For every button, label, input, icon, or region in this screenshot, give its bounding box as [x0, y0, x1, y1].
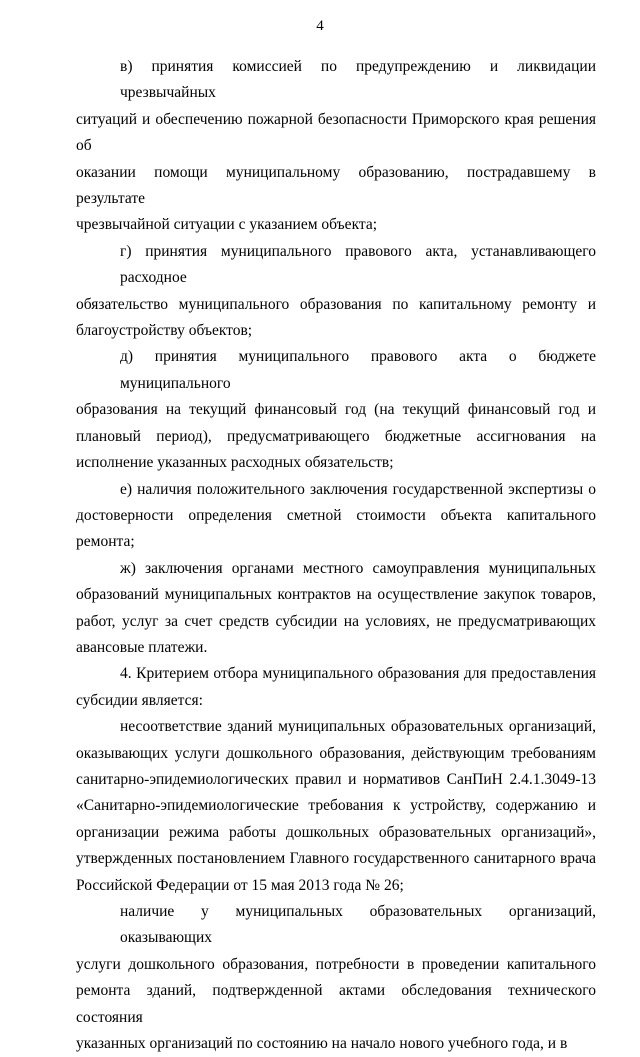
text-line: организации режима работы дошкольных образовательных организаций», [76, 823, 596, 841]
text-line: авансовые платежи. [76, 638, 208, 656]
paragraph-item-g [76, 239, 596, 345]
text-line: несоответствие зданий муниципальных образовательных организаций, [120, 718, 596, 736]
text-line: услуги дошкольного образования, потребности в проведении капитального [76, 955, 596, 973]
text-line: плановый период), предусматривающего бюджетные ассигнования на [76, 427, 596, 445]
text-line: в) принятия комиссией по предупреждению и ликвидации чрезвычайных [120, 58, 596, 102]
text-line: оказывающих услуги дошкольного образования, действующим требованиям [76, 744, 596, 762]
text-line: е) наличия положительного заключения государственной экспертизы о [120, 480, 596, 498]
paragraph-criterion-2 [76, 899, 596, 1057]
text-line: ж) заключения органами местного самоуправления муниципальных [120, 559, 596, 577]
paragraph-criterion-1 [76, 714, 596, 899]
text-line: исполнение указанных расходных обязательств; [76, 454, 394, 472]
document-body [76, 54, 596, 1057]
text-line: чрезвычайной ситуации с указанием объекта; [76, 216, 378, 234]
paragraph-section-4 [76, 661, 596, 714]
text-line: ситуаций и обеспечению пожарной безопасности Приморского края решения об [76, 110, 596, 155]
text-line: д) принятия муниципального правового акта о бюджете муниципального [120, 348, 596, 392]
text-line: образования на текущий финансовый год (на текущий финансовый год и [76, 401, 596, 419]
text-line: достоверности определения сметной стоимости объекта капитального ремонта; [76, 506, 596, 551]
text-line: санитарно-эпидемиологических правил и нормативов СанПиН 2.4.1.3049-13 [76, 770, 596, 788]
text-line: ремонта зданий, подтвержденной актами обследования технического состояния [76, 982, 596, 1026]
text-line: 4. Критерием отбора муниципального образования для предоставления [120, 665, 596, 683]
text-line: субсидии является: [76, 691, 203, 709]
text-line: оказании помощи муниципальному образованию, пострадавшему в результате [76, 163, 596, 208]
paragraph-item-d [76, 344, 596, 476]
text-line: «Санитарно-эпидемиологические требования к устройству, содержанию и [76, 797, 596, 815]
text-line: работ, услуг за счет средств субсидии на условиях, не предусматривающих [76, 612, 596, 630]
paragraph-item-v [76, 54, 596, 239]
paragraph-item-zh [76, 556, 596, 662]
text-line: утвержденных постановлением Главного государственного санитарного врача [76, 850, 596, 868]
text-line: Российской Федерации от 15 мая 2013 года № 26; [76, 876, 404, 894]
text-line: наличие у муниципальных образовательных организаций, оказывающих [120, 903, 596, 947]
page-number: 4 [316, 18, 324, 34]
text-line: образований муниципальных контрактов на осуществление закупок товаров, [76, 586, 596, 604]
text-line: г) принятия муниципального правового акта, устанавливающего расходное [120, 242, 596, 287]
text-line: обязательство муниципального образования по капитальному ремонту и [76, 295, 596, 313]
text-line: благоустройству объектов; [76, 322, 253, 340]
paragraph-item-e [76, 477, 596, 556]
text-line: указанных организаций по состоянию на начало нового учебного года, и в [76, 1035, 568, 1053]
